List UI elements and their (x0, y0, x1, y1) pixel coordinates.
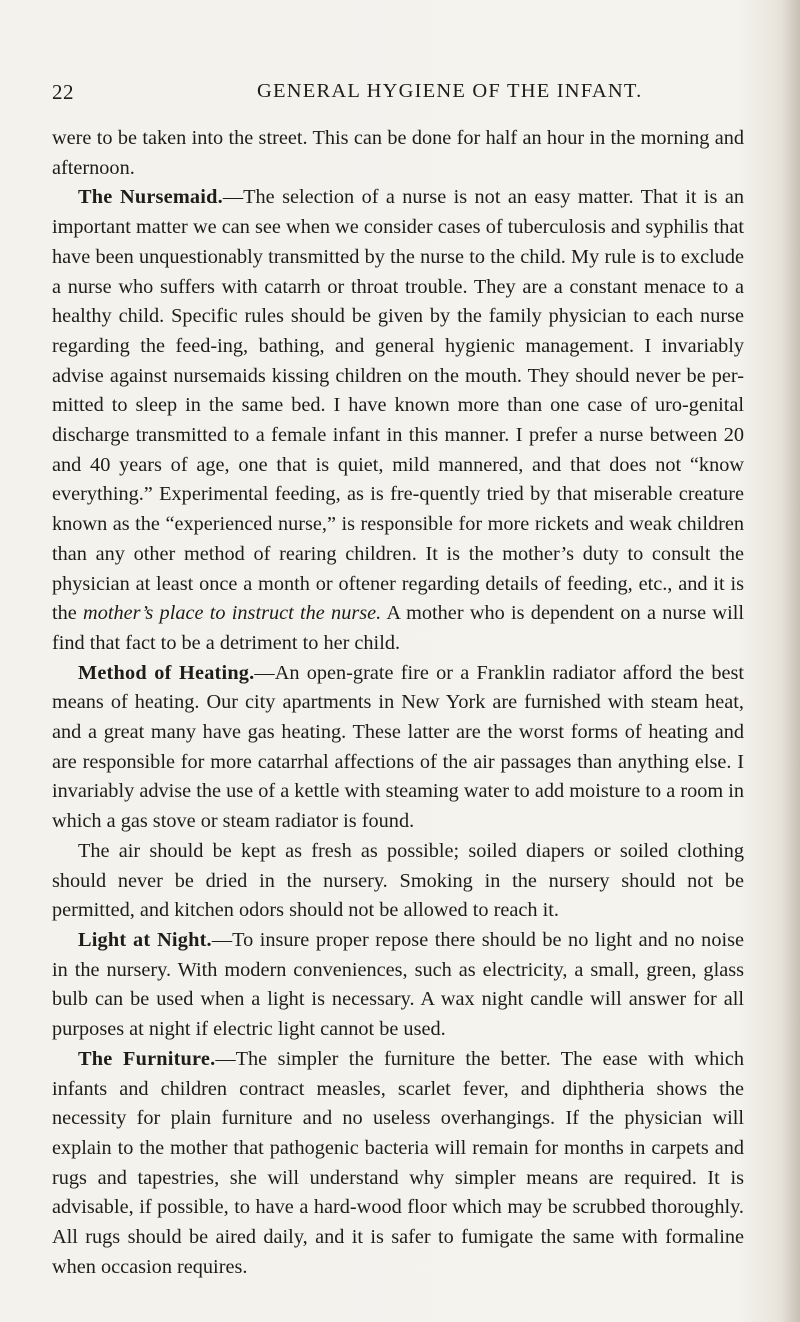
paragraph-text: —An open-grate fire or a Franklin radiator afford the best means of heating. Our city apartments in New York are furnished with steam heat, and a great many have gas heating. These latter are the worst forms of heating and are responsible for more catarrhal affections of the air passages than anything else. I invariably advise the use of a kettle with steaming water to add moisture to a room in which a gas stove or steam radiator is found. (52, 661, 745, 833)
body-text (52, 124, 744, 1282)
paragraph-nursemaid (52, 183, 744, 658)
emphasized-text: mother’s place to instruct the nurse. (83, 602, 382, 625)
paragraph-text: —The selection of a nurse is not an easy matter. That it is an important matter we can see when we consider cases of tuberculosis and syphilis that have been unquestionably transmitted by the nurse to the child. My rule is to exclude a nurse who suffers with catarrh or throat trouble. They are a constant menace to a healthy child. Specific rules should be given by the family physician to each nurse regarding the feed-ing, bathing, and general hygienic management. I invariably advise against nursemaids kissing children on the mouth. They should never be per-mitted to sleep in the same bed. I have known more than one case of uro-genital discharge transmitted to a female infant in this manner. I prefer a nurse between 20 and 40 years of age, one that is quiet, mild mannered, and that does not “know everything.” Experimental feeding, as is fre-quently tried by that miserable creature known as the “experienced nurse,” is responsible for more rickets and weak children than any other method of rearing children. It is the mother’s duty to consult the physician at least once a month or oftener regarding details of feeding, etc., and it is the (52, 186, 744, 625)
running-head: GENERAL HYGIENE OF THE INFANT. (257, 80, 643, 102)
paragraph-heating (52, 659, 744, 837)
paragraph-furniture (52, 1045, 744, 1283)
paragraph-text: —The simpler the furniture the better. The ease with which infants and children contract measles, scarlet fever, and diphtheria shows the necessity for plain furniture and no useless overhangings. If the physician will explain to the mother that pathogenic bacteria will remain for months in carpets and rugs and tapestries, she will understand why simpler means are required. It is advisable, if possible, to have a hard-wood floor which may be scrubbed thoroughly. All rugs should be aired daily, and it is safer to fumigate the same with formaline when occasion requires. (52, 1047, 744, 1278)
paragraph-text: —To insure proper repose there should be no light and no noise in the nursery. With modern conveniences, such as electricity, a small, green, glass bulb can be used when a light is necessary. A wax night candle will answer for all purposes at night if electric light cannot be used. (52, 928, 744, 1041)
section-heading-light: Light at Night. (78, 928, 212, 951)
page-number: 22 (52, 80, 74, 104)
paragraph-text: The air should be kept as fresh as possible; soiled diapers or soiled clothing should never be dried in the nursery. Smoking in the nursery should not be permitted, and kitchen odors should not be allowed to reach it. (52, 839, 744, 922)
section-heading-furniture: The Furniture. (78, 1047, 216, 1070)
page-edge-shadow (782, 0, 800, 1322)
paragraph-air (52, 837, 744, 926)
section-heading-heating: Method of Heating. (78, 661, 255, 684)
paragraph-text: A mother who is dependent on a nurse will find that fact to be a detriment to her child. (52, 602, 744, 654)
paragraph-light (52, 926, 744, 1045)
paragraph-text: were to be taken into the street. This can be done for half an hour in the morning and afternoon. (52, 127, 744, 179)
page-header (52, 80, 742, 110)
section-heading-nursemaid: The Nursemaid. (78, 186, 223, 209)
paragraph-continuation (52, 124, 744, 183)
